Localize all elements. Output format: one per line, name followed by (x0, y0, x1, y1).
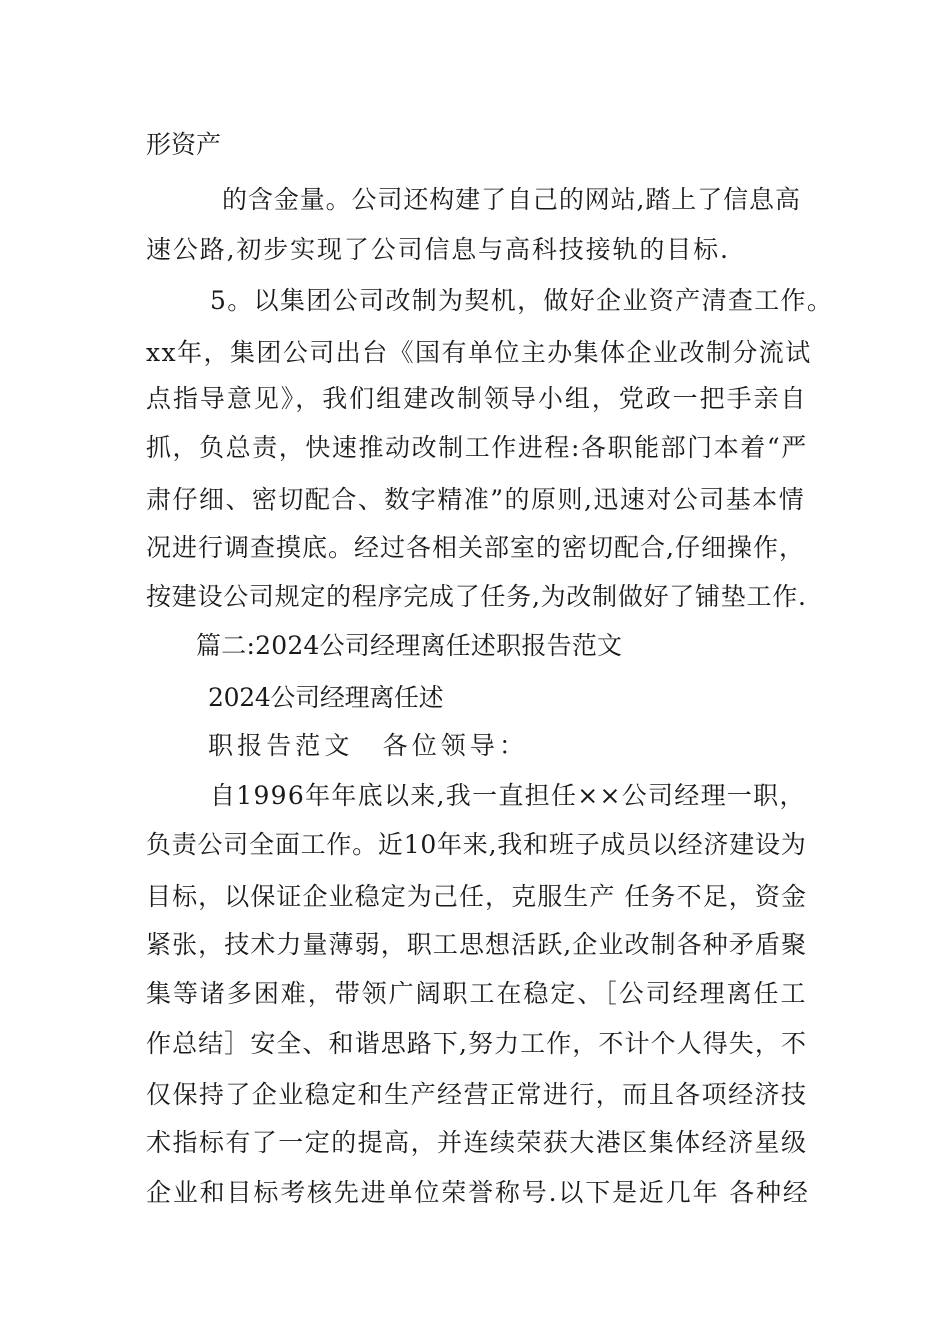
text-line: 的含金量。公司还构建了自己的网站,踏上了信息高 (222, 185, 801, 214)
text-line: xx年，集团公司出台《国有单位主办集体企业改制分流试 (146, 338, 812, 367)
text-line: 速公路,初步实现了公司信息与高科技接轨的目标. (146, 235, 730, 264)
text-line: 肃仔细、密切配合、数字精准”的原则,迅速对公司基本情 (146, 485, 806, 514)
text-line: 作总结］安全、和谐思路下,努力工作，不计个人得失，不 (146, 1029, 808, 1058)
text-line: 按建设公司规定的程序完成了任务,为改制做好了铺垫工作. (146, 582, 807, 611)
text-line: 况进行调查摸底。经过各相关部室的密切配合,仔细操作， (146, 533, 805, 562)
text-line: 抓，负总责，快速推动改制工作进程:各职能部门本着“严 (146, 433, 808, 462)
text-line: 5。以集团公司改制为契机，做好企业资产清查工作。 (210, 286, 834, 315)
text-line: 企业和目标考核先进单位荣誉称号.以下是近几年 各种经 (146, 1178, 810, 1207)
document-title: 职报告范文 各位领导： (208, 731, 529, 760)
document-title: 2024公司经理离任述 (208, 683, 444, 712)
text-line: 自1996年年底以来,我一直担任××公司经理一职， (210, 781, 806, 810)
text-line: 负责公司全面工作。近10年来,我和班子成员以经济建设为 (146, 830, 807, 859)
text-line: 术指标有了一定的提高，并连续荣获大港区集体经济星级 (146, 1128, 808, 1157)
text-line: 集等诸多困难，带领广阔职工在稳定、［公司经理离任工 (146, 979, 808, 1008)
text-line: 目标，以保证企业稳定为己任，克服生产 任务不足，资金 (146, 882, 808, 911)
text-line: 形资产 (146, 130, 222, 159)
section-heading: 篇二:2024公司经理离任述职报告范文 (196, 631, 623, 660)
text-line: 紧张，技术力量薄弱，职工思想活跃,企业改制各种矛盾聚 (146, 930, 808, 959)
text-line: 点指导意见》，我们组建改制领导小组，党政一把手亲自 (146, 384, 808, 413)
text-line: 仅保持了企业稳定和生产经营正常进行，而且各项经济技 (146, 1080, 808, 1109)
